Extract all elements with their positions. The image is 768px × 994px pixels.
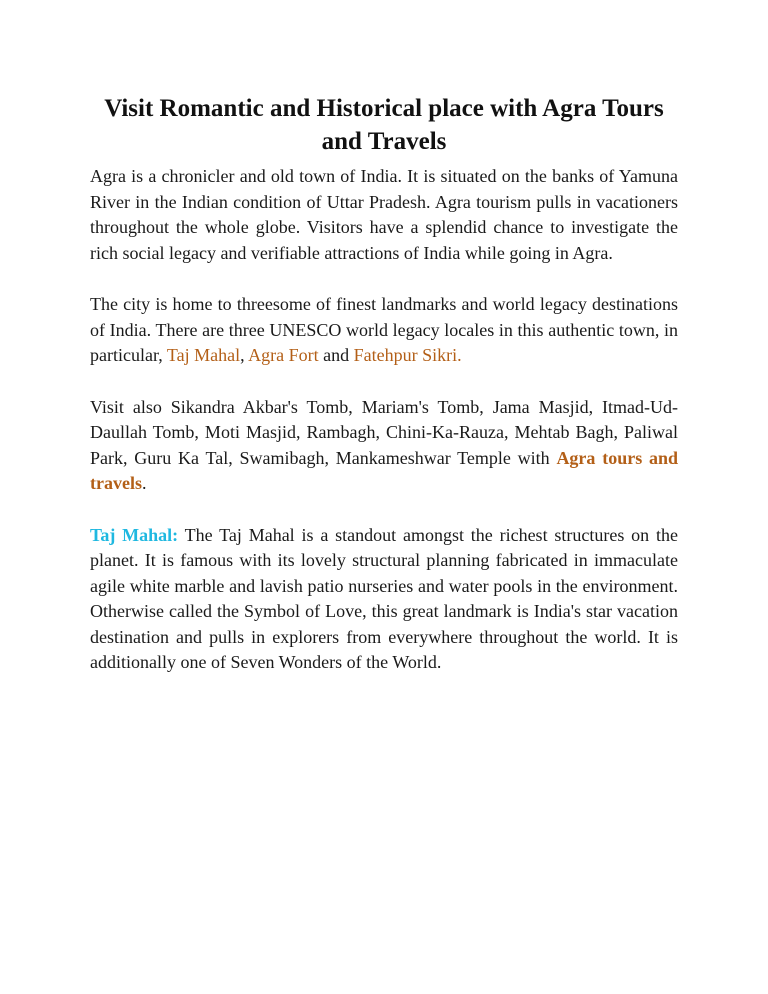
attractions-end: . [141, 473, 147, 493]
attractions-text: Visit also Sikandra Akbar's Tomb, Mariam's Tomb, Jama Masjid, Itmad-Ud-Daullah Tomb, Moti Masjid, Rambagh, Chini-Ka-Rauza, Mehtab Bagh, Paliwal Park, Guru Ka Tal, Swamibagh, Mankameshwar Temple with [90, 396, 678, 468]
and-text: and [318, 345, 354, 365]
intro-paragraph: Agra is a chronicler and old town of India. It is situated on the banks of Yamuna River in the Indian condition of Uttar Pradesh. Agra tourism pulls in vacationers throughout the whole globe. Visitors have a splendid chance to investigate the rich social legacy and verifiable attractions of India while going in Agra. [90, 166, 678, 263]
document-title: Visit Romantic and Historical place with Agra Tours and Travels [104, 95, 664, 155]
agra-fort-link[interactable]: Agra Fort [248, 345, 319, 365]
taj-mahal-paragraph [90, 523, 678, 676]
fatehpur-sikri-link[interactable]: Fatehpur Sikri. [353, 345, 462, 365]
separator-text: , [240, 345, 249, 365]
taj-mahal-heading: Taj Mahal: [90, 524, 179, 545]
document-page [90, 92, 678, 702]
taj-mahal-text: The Taj Mahal is a standout amongst the richest structures on the planet. It is famous with its lovely structural planning fabricated in immaculate agile white marble and lavish patio nurseries and water pools in the environment. Otherwise called the Symbol of Love, this great landmark is India's star vacation destination and pulls in explorers from everywhere throughout the world. It is additionally one of Seven Wonders of the World. [90, 524, 678, 672]
attractions-paragraph [90, 395, 678, 497]
taj-mahal-link[interactable]: Taj Mahal [166, 345, 241, 365]
landmarks-paragraph [90, 292, 678, 369]
agra-tours-link[interactable]: Agra tours and travels [90, 447, 678, 493]
landmarks-text: The city is home to threesome of finest landmarks and world legacy destinations of India. There are three UNESCO world legacy locales in this authentic town, in particular, [90, 294, 678, 365]
